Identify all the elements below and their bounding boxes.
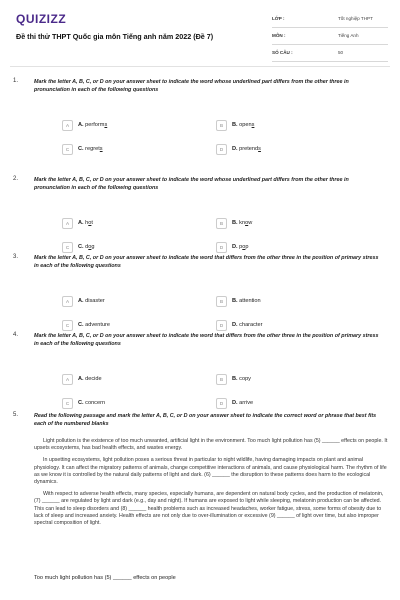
question-instruction: Read the following passage and mark the letter A, B, C, or D on your answer sheet to indicate the correct word or phrase that best fits each of the numbered blanks [34, 413, 377, 427]
answer-option-c[interactable] [62, 242, 202, 253]
answer-option-a[interactable] [62, 296, 202, 307]
header-divider [10, 66, 390, 67]
option-text [78, 146, 103, 152]
question-number: 3. [13, 254, 19, 260]
question-number: 2. [13, 176, 19, 182]
option-label: B. [232, 220, 238, 226]
meta-value: Tốt nghiệp THPT [338, 16, 373, 21]
passage-paragraph: In upsetting ecosystems, light pollution poses a serious threat in particular to night wildlife, having damaging impacts on plant and animal physiology. It can affect the migratory patterns of animals, change competitive interactions of animals, and cause physiological harm. The rhythm of life as we know it is controlled by the natural daily patterns of light and dark. (6) ______ the disruption to these patterns does harm to the ecological dynamics. [34, 457, 387, 486]
option-label: D. [232, 400, 238, 406]
option-underlined-part: s [104, 122, 108, 128]
option-word-end: t [91, 220, 93, 226]
option-label: D. [232, 146, 238, 152]
option-label: B. [232, 376, 238, 382]
option-underlined-part: s [258, 146, 261, 152]
meta-value: Tiếng Anh [338, 33, 359, 38]
option-letter-box: B [216, 374, 227, 385]
option-word: character [239, 322, 263, 328]
option-letter-box: A [62, 120, 73, 131]
option-text [78, 376, 102, 382]
option-text [78, 244, 95, 250]
option-word: kn [239, 220, 246, 226]
option-text [78, 298, 105, 304]
answer-option-d[interactable] [216, 242, 356, 253]
option-label: D. [232, 322, 238, 328]
option-text [78, 322, 110, 328]
option-text [232, 220, 252, 226]
answer-option-b[interactable] [216, 296, 356, 307]
option-letter-box: C [62, 320, 73, 331]
answer-option-d[interactable] [216, 398, 356, 409]
answer-option-d[interactable] [216, 144, 356, 155]
option-label: D. [232, 244, 238, 250]
option-letter-box: D [216, 398, 227, 409]
option-word: d [85, 244, 89, 250]
option-text [78, 220, 93, 226]
option-letter-box: A [62, 218, 73, 229]
answer-option-b[interactable] [216, 120, 356, 131]
document-header [0, 0, 400, 62]
option-word: arrive [239, 400, 254, 406]
quizizz-logo: QUIZIZZ [16, 12, 67, 26]
option-word: attention [239, 298, 261, 304]
option-letter-box: D [216, 144, 227, 155]
option-text [232, 146, 261, 152]
option-text [232, 298, 261, 304]
option-letter-box: B [216, 296, 227, 307]
meta-label: SỐ CÂU : [272, 50, 293, 55]
option-word-end: p [245, 244, 249, 250]
option-label: C. [78, 244, 84, 250]
option-text [78, 400, 105, 406]
option-text [232, 400, 253, 406]
option-letter-box: A [62, 374, 73, 385]
answer-option-b[interactable] [216, 218, 356, 229]
option-text [232, 244, 249, 250]
option-letter-box: B [216, 120, 227, 131]
answer-option-a[interactable] [62, 374, 202, 385]
option-label: A. [78, 298, 84, 304]
option-word-end: w [248, 220, 253, 226]
option-label: B. [232, 298, 238, 304]
option-text [232, 376, 251, 382]
question-stem: Too much light pollution has (5) ______ effects on people [34, 575, 176, 581]
question-instruction: Mark the letter A, B, C, or D on your answer sheet to indicate the word whose underlined part differs from the other three in pronunciation in each of the following questions [34, 79, 349, 93]
option-word: perform [85, 122, 105, 128]
option-word: regret [85, 146, 100, 152]
option-word: h [85, 220, 89, 226]
option-letter-box: D [216, 320, 227, 331]
option-letter-box: C [62, 144, 73, 155]
question-number: 5. [13, 412, 19, 418]
answer-option-c[interactable] [62, 398, 202, 409]
answer-option-a[interactable] [62, 120, 202, 131]
option-word: adventure [85, 322, 111, 328]
meta-subject [272, 31, 388, 45]
answer-option-d[interactable] [216, 320, 356, 331]
question-number: 1. [13, 78, 19, 84]
answer-option-a[interactable] [62, 218, 202, 229]
meta-label: LỚP : [272, 16, 285, 21]
option-word: concern [85, 400, 106, 406]
option-letter-box: D [216, 242, 227, 253]
meta-class [272, 14, 388, 28]
option-label: A. [78, 122, 84, 128]
option-underlined-part: s [251, 122, 255, 128]
option-label: C. [78, 322, 84, 328]
option-word: disaster [85, 298, 105, 304]
option-letter-box: A [62, 296, 73, 307]
answer-option-b[interactable] [216, 374, 356, 385]
option-word: pretend [239, 146, 259, 152]
option-underlined-part: s [99, 146, 103, 152]
page-title: Đề thi thử THPT Quốc gia môn Tiếng anh năm 2022 (Đề 7) [16, 32, 214, 41]
option-label: B. [232, 122, 238, 128]
option-label: A. [78, 376, 84, 382]
option-label: A. [78, 220, 84, 226]
option-underlined-part: o [242, 244, 246, 250]
option-label: C. [78, 400, 84, 406]
option-word: copy [239, 376, 251, 382]
question-instruction: Mark the letter A, B, C, or D on your answer sheet to indicate the word that differs from the other three in the position of primary stress in each of the following questions [34, 255, 379, 269]
option-letter-box: C [62, 242, 73, 253]
answer-option-c[interactable] [62, 320, 202, 331]
option-underlined-part: o [88, 220, 92, 226]
passage-paragraph: With respect to adverse health effects, many species, especially humans, are dependent on natural body cycles, and the production of melatonin, (7) ______ are regulated by light and dark (e.g., day and night). If humans are exposed to light while sleeping, melatonin production can be affected. This can lead to sleep disorders and (8) ______ health problems such as increased headaches, worker fatigue, stress, some forms of obesity due to lack of sleep and increased anxiety. Health effects are not only due to over-illumination or excessive (9) ______ of light over time, but also improper spectral composition of light. [34, 491, 384, 527]
option-underlined-part: o [88, 244, 92, 250]
option-underlined-part: o [245, 220, 249, 226]
question-instruction: Mark the letter A, B, C, or D on your answer sheet to indicate the word that differs from the other three in the position of primary stress in each of the following questions [34, 333, 379, 347]
reading-passage [34, 438, 388, 532]
meta-value: 50 [338, 50, 344, 55]
question-number: 4. [13, 332, 19, 338]
option-word: p [239, 244, 243, 250]
question-instruction: Mark the letter A, B, C, or D on your answer sheet to indicate the word whose underlined part differs from the other three in pronunciation in each of the following questions [34, 177, 349, 191]
option-text [232, 322, 262, 328]
passage-paragraph: Light pollution is the existence of too much unwanted, artificial light in the environment. Too much light pollution has (5) ______ effects on people. It upsets ecosystems, has bad health effects, and wastes energy. [34, 438, 388, 452]
option-letter-box: B [216, 218, 227, 229]
option-text [78, 122, 107, 128]
option-word: open [239, 122, 252, 128]
option-letter-box: C [62, 398, 73, 409]
option-word-end: g [91, 244, 95, 250]
exam-meta [272, 14, 388, 65]
answer-option-c[interactable] [62, 144, 202, 155]
option-word: decide [85, 376, 102, 382]
meta-label: MÔN : [272, 33, 286, 38]
option-text [232, 122, 254, 128]
meta-question-count [272, 48, 388, 62]
option-label: C. [78, 146, 84, 152]
